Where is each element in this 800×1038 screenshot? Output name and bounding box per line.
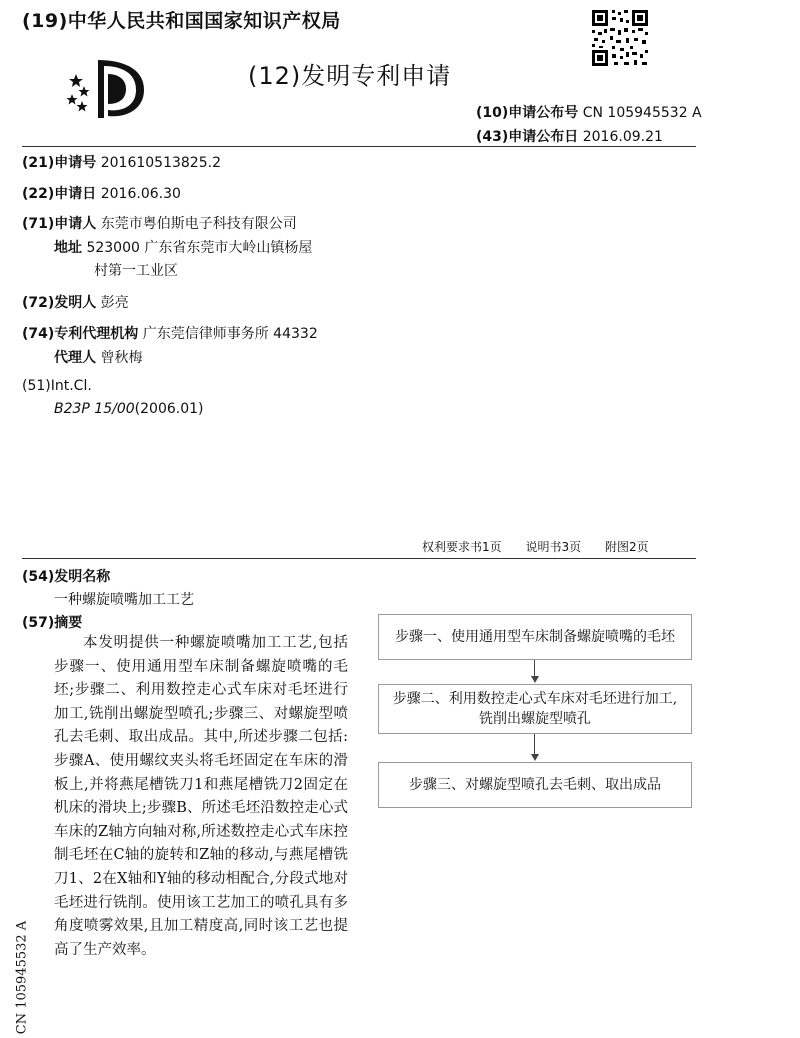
inventor-name: 彭亮 <box>100 295 129 311</box>
application-number-row <box>22 152 221 172</box>
flow-arrow-2-head <box>531 754 539 761</box>
flow-arrow-1-head <box>531 676 539 683</box>
document-type-title: (12)发明专利申请 <box>248 62 452 90</box>
header-divider <box>22 146 696 147</box>
applicant-row <box>22 213 297 233</box>
section-divider <box>22 558 696 559</box>
application-number: 201610513825.2 <box>100 155 221 171</box>
application-date-row <box>22 183 181 203</box>
agent-label: 代理人 <box>54 350 96 366</box>
publication-number-label: (10)申请公布号 <box>476 105 579 121</box>
claims-pages: 权利要求书1页 <box>422 540 502 554</box>
applicant-label: (71)申请人 <box>22 216 97 232</box>
ipc-year: (2006.01) <box>134 401 204 417</box>
address-line-2: 村第一工业区 <box>94 263 178 279</box>
address-line-1: 523000 广东省东莞市大岭山镇杨屋 <box>86 240 313 256</box>
flow-step-1: 步骤一、使用通用型车床制备螺旋喷嘴的毛坯 <box>378 614 692 660</box>
drawings-pages: 附图2页 <box>604 540 649 554</box>
applicant-name: 东莞市粤伯斯电子科技有限公司 <box>100 216 297 232</box>
abstract-label: (57)摘要 <box>22 615 83 631</box>
inventor-row <box>22 292 129 312</box>
application-number-label: (21)申请号 <box>22 155 97 171</box>
flow-step-2 <box>378 684 692 734</box>
publication-date-label: (43)申请公布日 <box>476 129 579 145</box>
cnipa-logo-icon <box>62 56 152 126</box>
intcl-label: (51)Int.Cl. <box>22 378 92 394</box>
publication-date-row <box>476 126 663 146</box>
publication-number: CN 105945532 A <box>582 105 702 121</box>
abstract-text: 本发明提供一种螺旋喷嘴加工工艺,包括步骤一、使用通用型车床制备螺旋喷嘴的毛坯;步骤二、利用数控走心式车床对毛坯进行加工,铣削出螺旋型喷孔;步骤三、对螺旋型喷孔去毛刺、取出成品。其中,所述步骤二包括:步骤A、使用螺纹夹头将毛坯固定在车床的滑板上,并将燕尾槽铣刀1和燕尾槽铣刀2固定在机床的滑块上;步骤B、所述毛坯沿数控走心式车床的Z轴方向轴对称,所述数控走心式车床控制毛坯在C轴的旋转和Z轴的移动,与燕尾槽铣刀1、2在X轴和Y轴的移动相配合,分段式地对毛坯进行铣削。使用该工艺加工的喷孔具有多角度喷雾效果,且加工精度高,同时该工艺也提高了生产效率。 <box>54 635 348 958</box>
ipc-row <box>54 401 204 417</box>
publication-number-row <box>476 102 702 122</box>
description-pages: 说明书3页 <box>525 540 582 554</box>
flow-step-3: 步骤三、对螺旋型喷孔去毛刺、取出成品 <box>378 762 692 808</box>
flow-step-2-line-1: 步骤二、利用数控走心式车床对毛坯进行加工, <box>392 691 678 707</box>
invention-title: 一种螺旋喷嘴加工工艺 <box>54 592 194 608</box>
agency-label: (74)专利代理机构 <box>22 326 139 342</box>
inventor-label: (72)发明人 <box>22 295 97 311</box>
office-name: (19)中华人民共和国国家知识产权局 <box>22 10 341 32</box>
flow-arrow-2 <box>534 734 535 756</box>
ipc-code: B23P 15/00 <box>54 401 135 417</box>
invention-title-label: (54)发明名称 <box>22 569 111 585</box>
agent-name: 曾秋梅 <box>100 350 143 366</box>
page-counts <box>422 538 663 555</box>
qr-code-icon <box>590 8 650 68</box>
application-date-label: (22)申请日 <box>22 186 97 202</box>
side-publication-number: CN 105945532 A <box>14 920 30 1035</box>
publication-date: 2016.09.21 <box>582 129 663 145</box>
agency-name: 广东莞信律师事务所 44332 <box>142 326 318 342</box>
agency-row <box>22 323 318 343</box>
address-row <box>54 237 312 257</box>
agent-row <box>54 347 142 367</box>
application-date: 2016.06.30 <box>100 186 181 202</box>
address-label: 地址 <box>54 240 82 256</box>
flow-step-2-line-2: 铣削出螺旋型喷孔 <box>479 711 591 727</box>
